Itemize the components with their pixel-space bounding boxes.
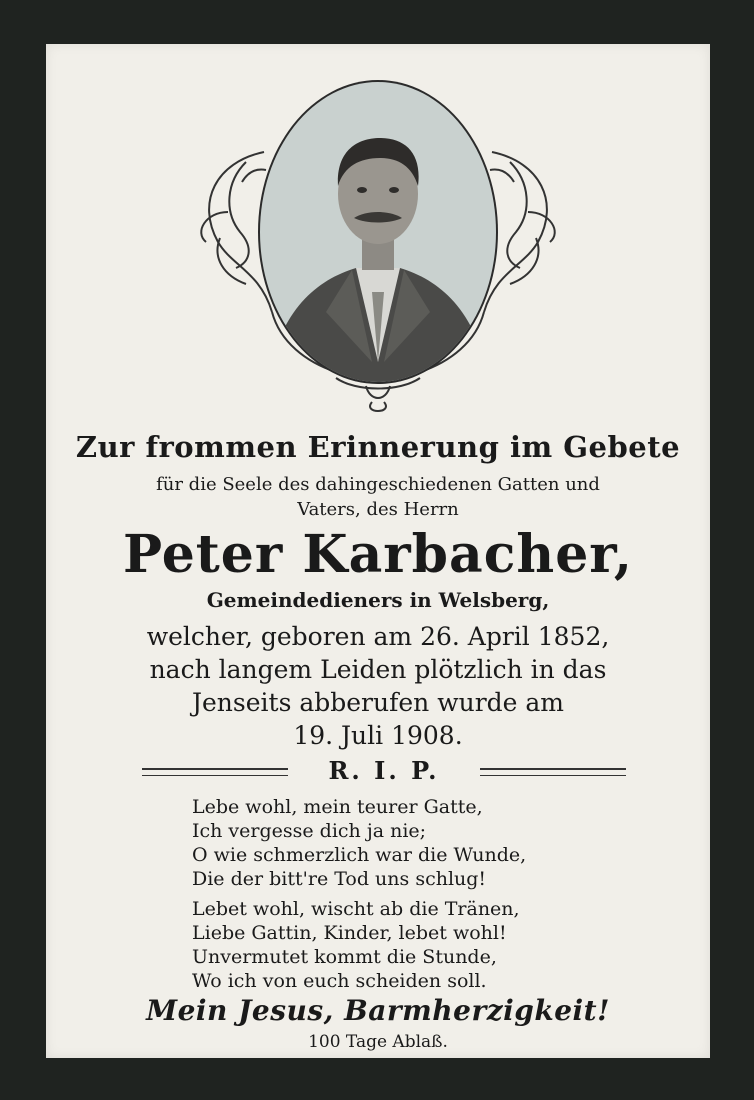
deceased-occupation: Gemeindedieners in Welsberg, [206, 588, 550, 612]
rip-label: R. I. P. [328, 756, 440, 785]
biography [46, 620, 710, 752]
biography-line: welcher, geboren am 26. April 1852, [146, 622, 610, 651]
deceased-name: Peter Karbacher, [123, 524, 633, 585]
poem-line: Unvermutet kommt die Stunde, [192, 946, 497, 968]
biography-line: 19. Juli 1908. [293, 721, 463, 750]
poem-line: Lebe wohl, mein teurer Gatte, [192, 796, 483, 818]
card-paper [46, 44, 710, 1058]
poem-line: Wo ich von euch scheiden soll. [192, 970, 487, 992]
memorial-heading: Zur frommen Erinnerung im Gebete [75, 430, 681, 464]
biography-line: Jenseits abberufen wurde am [191, 688, 565, 717]
poem-stanza-2 [192, 897, 652, 993]
poem-line: Die der bitt're Tod uns schlug! [192, 868, 487, 890]
portrait-photo [256, 78, 500, 392]
poem-line: Liebe Gattin, Kinder, lebet wohl! [192, 922, 507, 944]
subheading-line: Vaters, des Herrn [297, 499, 459, 520]
closing-prayer: Mein Jesus, Barmherzigkeit! [146, 994, 610, 1027]
rule-right [480, 768, 626, 776]
memorial-subheading [46, 472, 710, 522]
subheading-line: für die Seele des dahingeschiedenen Gatten und [156, 474, 600, 495]
portrait-svg [176, 62, 580, 418]
indulgence-note: 100 Tage Ablaß. [308, 1032, 448, 1052]
portrait-frame [176, 62, 580, 418]
biography-line: nach langem Leiden plötzlich in das [149, 655, 607, 684]
poem-line: Ich vergesse dich ja nie; [192, 820, 427, 842]
poem-stanza-1 [192, 795, 652, 891]
rip-divider [142, 756, 626, 786]
poem-line: O wie schmerzlich war die Wunde, [192, 844, 527, 866]
poem-line: Lebet wohl, wischt ab die Tränen, [192, 898, 520, 920]
